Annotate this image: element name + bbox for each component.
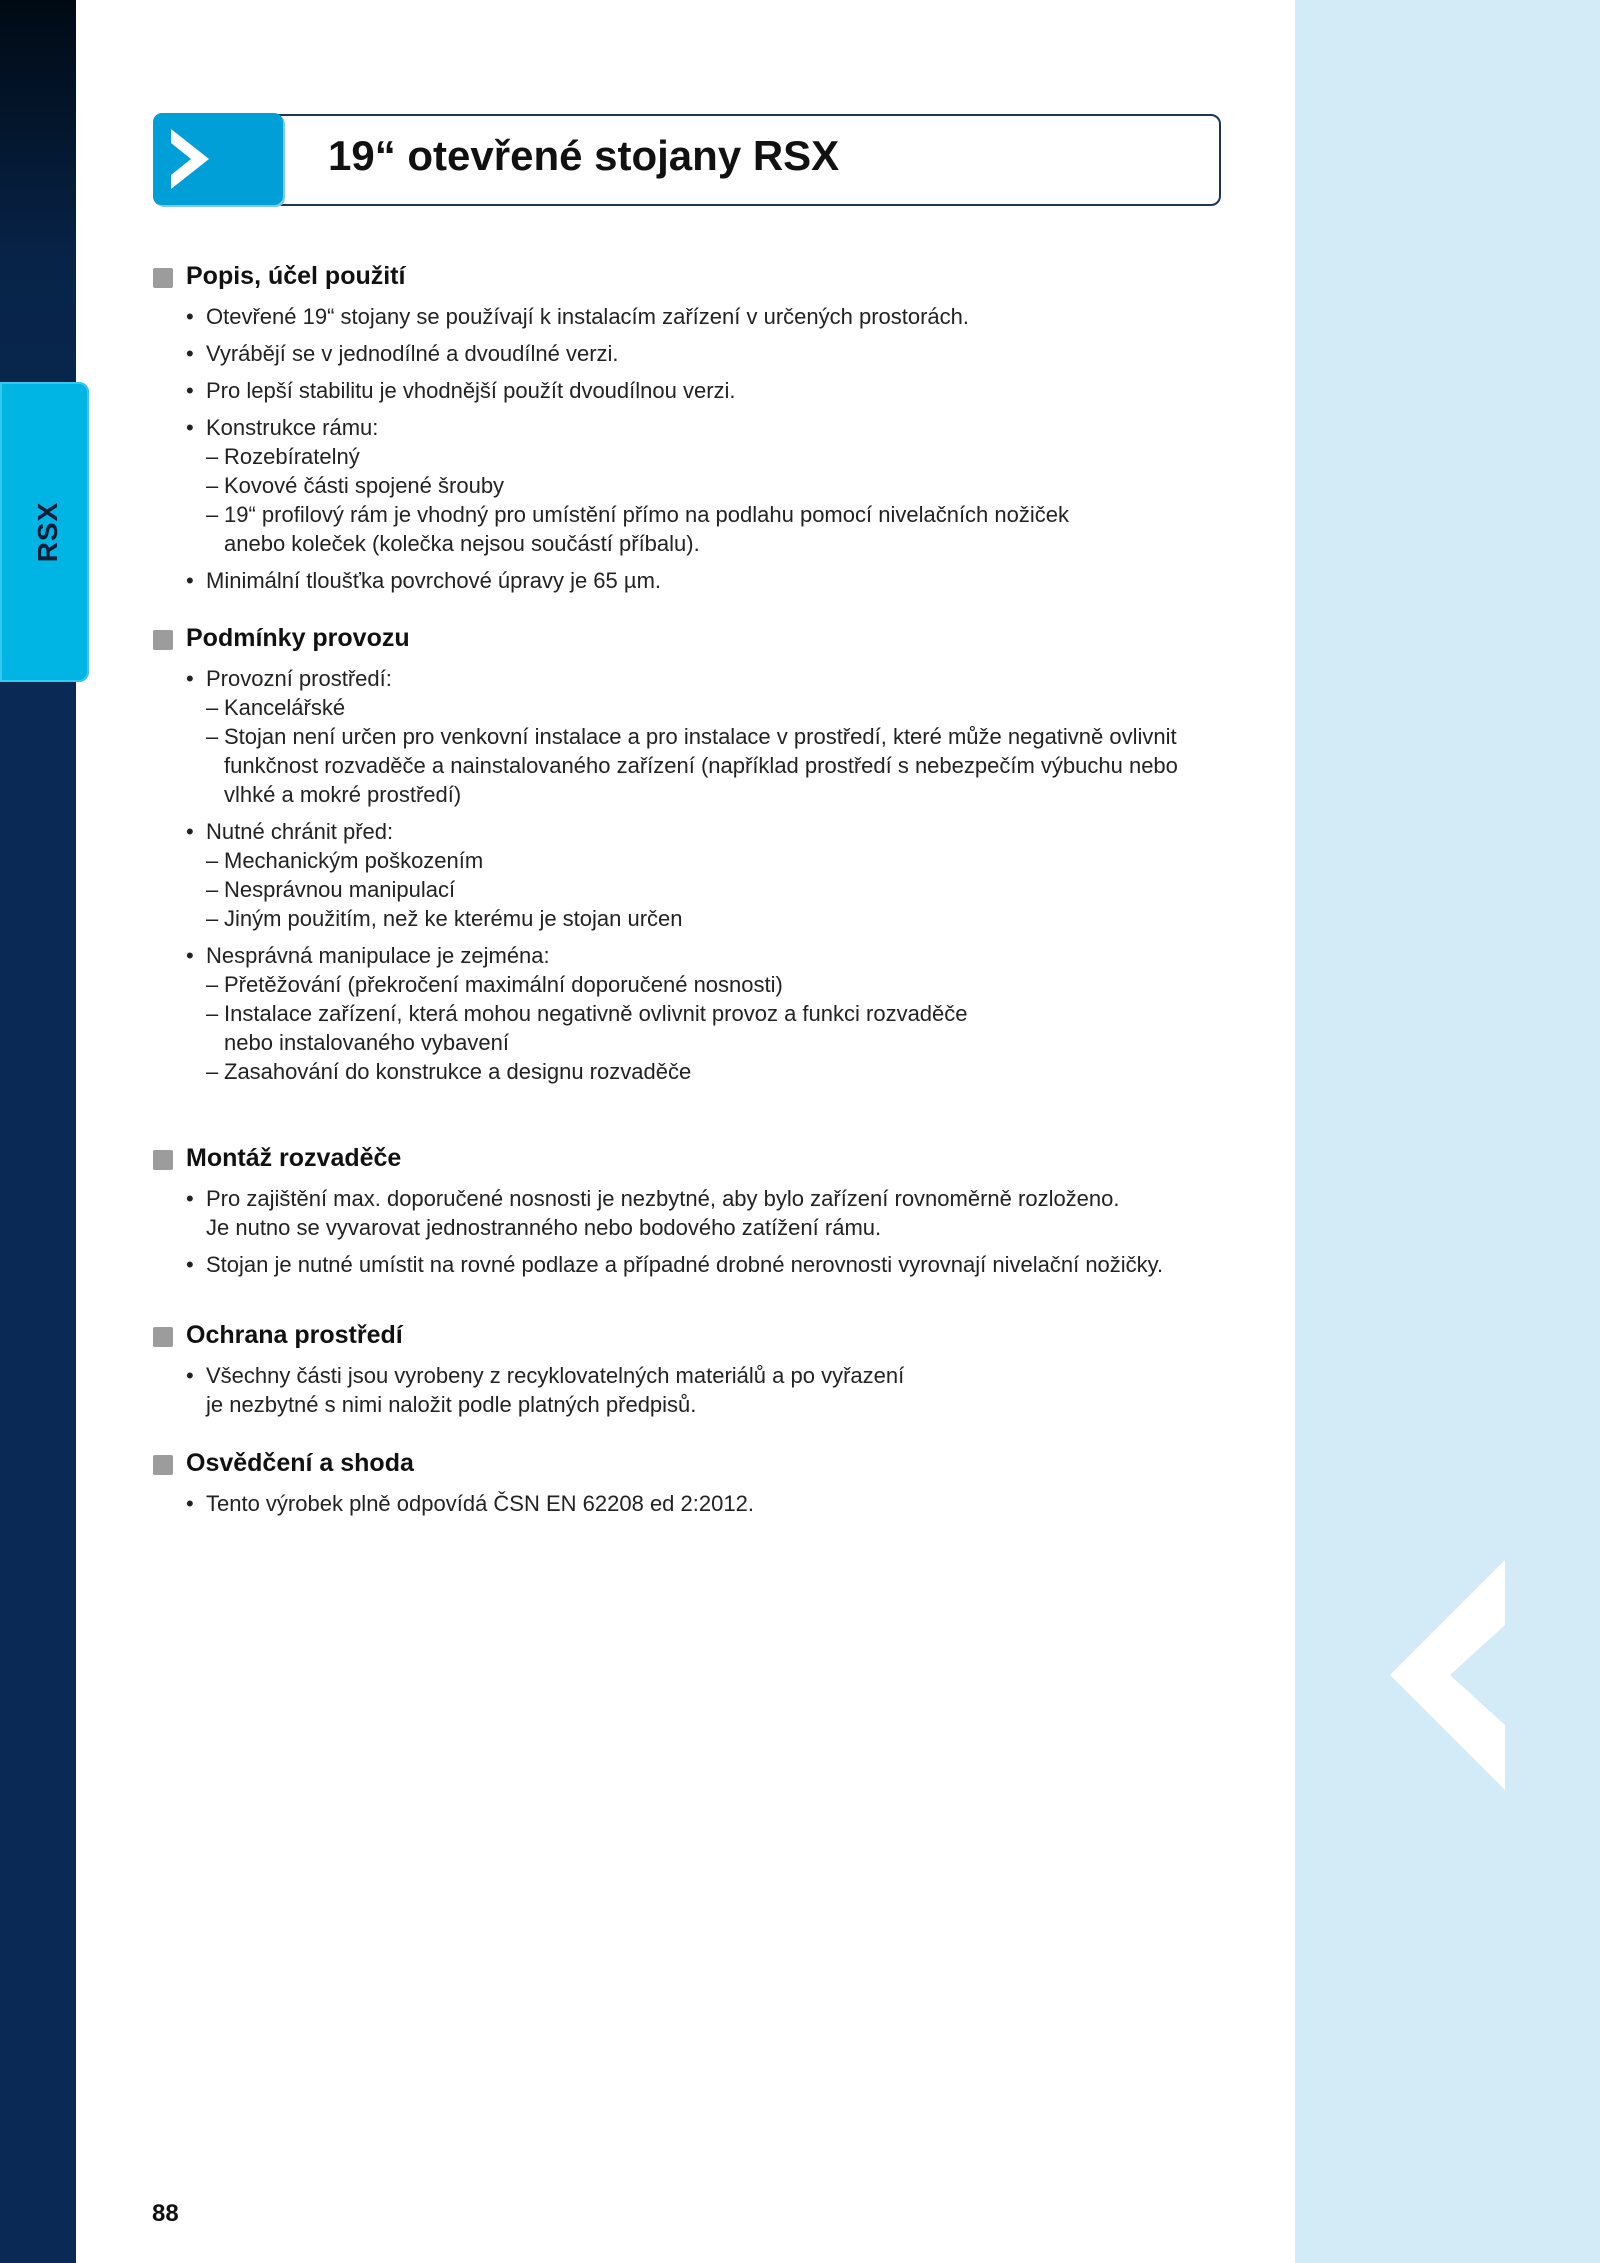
section-title: Podmínky provozu	[186, 624, 410, 652]
bullet-text: Je nutno se vyvarovat jednostranného nebo bodového zatížení rámu.	[206, 1215, 882, 1240]
bullet-item	[186, 376, 1233, 405]
section-heading	[153, 1449, 1233, 1489]
section-title: Popis, účel použití	[186, 262, 406, 290]
side-tab-label: RSX	[32, 501, 63, 563]
chevron-right-icon	[153, 113, 283, 205]
dash-text: – Rozebíratelný	[224, 444, 360, 469]
bullet-text: • Provozní prostředí:	[206, 666, 392, 691]
bullet-item	[186, 413, 1233, 558]
square-bullet-icon	[153, 1455, 173, 1475]
dash-item	[206, 999, 1233, 1057]
chevron-left-icon	[1390, 1560, 1510, 1790]
bullet-list	[153, 1184, 1233, 1279]
bullet-text: • Konstrukce rámu:	[206, 415, 379, 440]
bullet-text: • Pro zajištění max. doporučené nosnosti je nezbytné, aby bylo zařízení rovnoměrně rozloženo.	[206, 1186, 1120, 1211]
bullet-item	[186, 817, 1233, 933]
dash-text: – Kancelářské	[224, 695, 346, 720]
dash-text: – Instalace zařízení, která mohou negativně ovlivnit provoz a funkci rozvaděče	[224, 1001, 968, 1026]
section-osvedceni-a-shoda	[153, 1449, 1233, 1526]
bullet-text: • Pro lepší stabilitu je vhodnější použít dvoudílnou verzi.	[206, 378, 736, 403]
dash-list	[206, 970, 1233, 1086]
bullet-item	[186, 1250, 1233, 1279]
bullet-item	[186, 302, 1233, 331]
bullet-list	[153, 1361, 1233, 1419]
dash-item	[206, 693, 1233, 722]
dash-item	[206, 970, 1233, 999]
dash-list	[206, 846, 1233, 933]
left-color-bar	[0, 0, 76, 2263]
dash-text: – Mechanickým poškozením	[224, 848, 484, 873]
bullet-item	[186, 664, 1233, 809]
bullet-item	[186, 566, 1233, 595]
bullet-text: • Nesprávná manipulace je zejména:	[206, 943, 550, 968]
bullet-list	[153, 664, 1233, 1086]
dash-item	[206, 500, 1233, 558]
dash-text: – 19“ profilový rám je vhodný pro umístění přímo na podlahu pomocí nivelačních nožiček	[224, 502, 1069, 527]
bullet-item	[186, 1489, 1233, 1518]
dash-text: – Přetěžování (překročení maximální doporučené nosnosti)	[224, 972, 783, 997]
square-bullet-icon	[153, 268, 173, 288]
section-heading	[153, 1321, 1233, 1361]
bullet-text: • Všechny části jsou vyrobeny z recyklovatelných materiálů a po vyřazení	[206, 1363, 905, 1388]
bullet-item	[186, 1184, 1233, 1242]
square-bullet-icon	[153, 1327, 173, 1347]
right-decorative-panel	[1295, 0, 1600, 2263]
section-podminky-provozu	[153, 624, 1233, 1094]
dash-text: – Stojan není určen pro venkovní instalace a pro instalace v prostředí, které může negativně ovlivnit	[224, 724, 1177, 749]
section-popis	[153, 262, 1233, 603]
section-montaz-rozvadece	[153, 1144, 1233, 1287]
dash-item	[206, 471, 1233, 500]
dash-item	[206, 846, 1233, 875]
bullet-item	[186, 339, 1233, 368]
dash-item	[206, 722, 1233, 809]
square-bullet-icon	[153, 630, 173, 650]
dash-text: – Zasahování do konstrukce a designu rozvaděče	[224, 1059, 692, 1084]
page-title: 19“ otevřené stojany RSX	[328, 132, 840, 179]
dash-list	[206, 693, 1233, 809]
dash-text: – Jiným použitím, než ke kterému je stojan určen	[224, 906, 683, 931]
section-heading	[153, 1144, 1233, 1184]
section-ochrana-prostredi	[153, 1321, 1233, 1427]
dash-text: – Nesprávnou manipulací	[224, 877, 456, 902]
bullet-text: • Tento výrobek plně odpovídá ČSN EN 62208 ed 2:2012.	[206, 1491, 754, 1516]
section-heading	[153, 624, 1233, 664]
section-title: Ochrana prostředí	[186, 1321, 403, 1349]
dash-text: funkčnost rozvaděče a nainstalovaného zařízení (například prostředí s nebezpečím výbuchu nebo	[224, 753, 1178, 778]
bullet-text: je nezbytné s nimi naložit podle platných předpisů.	[206, 1392, 697, 1417]
dash-item	[206, 875, 1233, 904]
bullet-list	[153, 1489, 1233, 1518]
section-title: Osvědčení a shoda	[186, 1449, 414, 1477]
section-title: Montáž rozvaděče	[186, 1144, 402, 1172]
square-bullet-icon	[153, 1150, 173, 1170]
bullet-text: • Minimální tloušťka povrchové úpravy je 65 µm.	[206, 568, 662, 593]
section-heading	[153, 262, 1233, 302]
bullet-text: • Stojan je nutné umístit na rovné podlaze a případné drobné nerovnosti vyrovnají nivelační nožičky.	[206, 1252, 1164, 1277]
bullet-item	[186, 1361, 1233, 1419]
dash-text: vlhké a mokré prostředí)	[224, 782, 462, 807]
bullet-text: • Nutné chránit před:	[206, 819, 394, 844]
dash-text: – Kovové části spojené šrouby	[224, 473, 505, 498]
dash-item	[206, 904, 1233, 933]
dash-text: nebo instalovaného vybavení	[224, 1030, 509, 1055]
dash-text: anebo koleček (kolečka nejsou součástí příbalu).	[224, 531, 700, 556]
bullet-item	[186, 941, 1233, 1086]
dash-item	[206, 442, 1233, 471]
bullet-list	[153, 302, 1233, 595]
dash-list	[206, 442, 1233, 558]
dash-item	[206, 1057, 1233, 1086]
bullet-text: • Otevřené 19“ stojany se používají k instalacím zařízení v určených prostorách.	[206, 304, 970, 329]
bullet-text: • Vyrábějí se v jednodílné a dvoudílné verzi.	[206, 341, 619, 366]
page-number: 88	[152, 2200, 179, 2227]
